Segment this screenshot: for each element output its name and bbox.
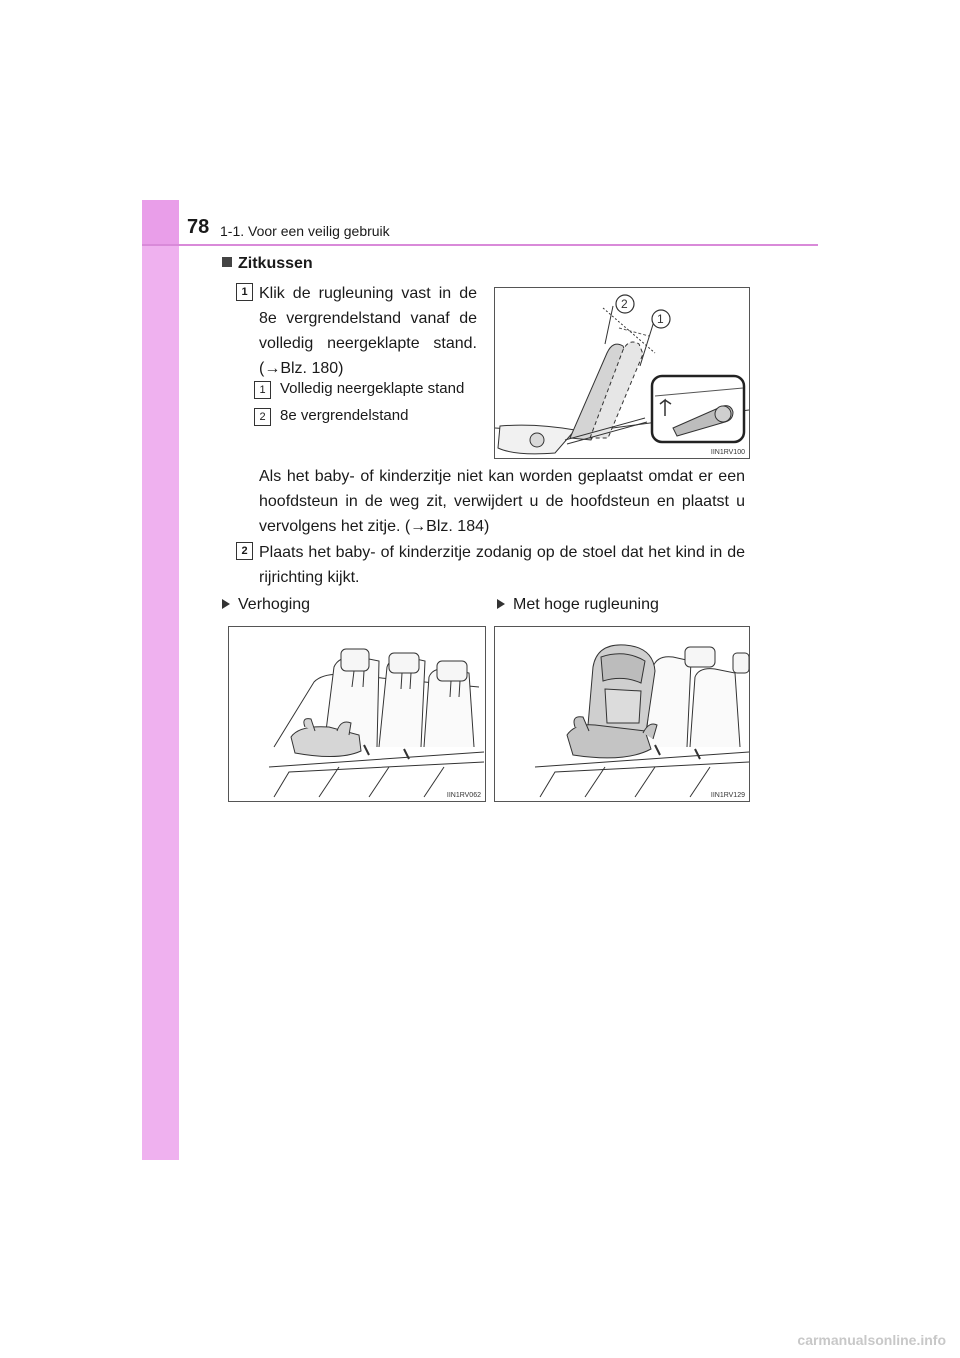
heading-text: Zitkussen (238, 255, 313, 272)
figure-code-right: IIN1RV129 (710, 792, 745, 799)
seatback-illustration (495, 288, 749, 458)
callout-2: 2 (621, 297, 628, 311)
step-badge-2: 2 (236, 542, 253, 560)
headrest-note: Als het baby- of kinderzitje niet kan worden geplaatst omdat er een hoofdsteun in de weg zit, verwijdert u de hoofdsteun en plaatst u vervolgens het zitje. (→Blz. 184) (259, 468, 745, 535)
option-high-back (497, 596, 659, 614)
section-heading (222, 255, 313, 273)
figure-code-top: IIN1RV100 (710, 449, 745, 456)
section-title: 1-1. Voor een veilig gebruik (220, 223, 390, 239)
chapter-sidebar-header (142, 200, 179, 245)
high-back-seat-illustration (495, 627, 749, 801)
step-1-text: Klik de rugleuning vast in de 8e vergrendelstand vanaf de volledig neergeklapte stand. (→Blz. 180) (259, 285, 477, 377)
header-divider (142, 244, 818, 246)
option-high-back-label: Met hoge rugleuning (513, 596, 659, 613)
chapter-sidebar-tab (142, 200, 179, 1160)
seatback-lock-figure (494, 287, 750, 459)
legend-number-2: 2 (254, 408, 271, 426)
legend-text-1: Volledig neergeklapte stand (280, 380, 465, 397)
option-booster (222, 596, 310, 614)
step-2-text: Plaats het baby- of kinderzitje zodanig op de stoel dat het kind in de rijrichting kijkt. (259, 544, 745, 586)
legend-number-1: 1 (254, 381, 271, 399)
option-booster-label: Verhoging (238, 596, 311, 613)
high-back-seat-figure (494, 626, 750, 802)
page-number: 78 (187, 216, 210, 238)
callout-1: 1 (657, 312, 664, 326)
legend-text-2: 8e vergrendelstand (280, 407, 409, 424)
step-badge-1: 1 (236, 283, 253, 301)
square-bullet-icon (222, 257, 232, 267)
booster-seat-illustration (229, 627, 485, 801)
triangle-right-icon (497, 599, 505, 609)
figure-code-left: IIN1RV062 (446, 792, 481, 799)
booster-seat-figure (228, 626, 486, 802)
watermark: carmanualsonline.info (797, 1332, 946, 1348)
triangle-right-icon (222, 599, 230, 609)
